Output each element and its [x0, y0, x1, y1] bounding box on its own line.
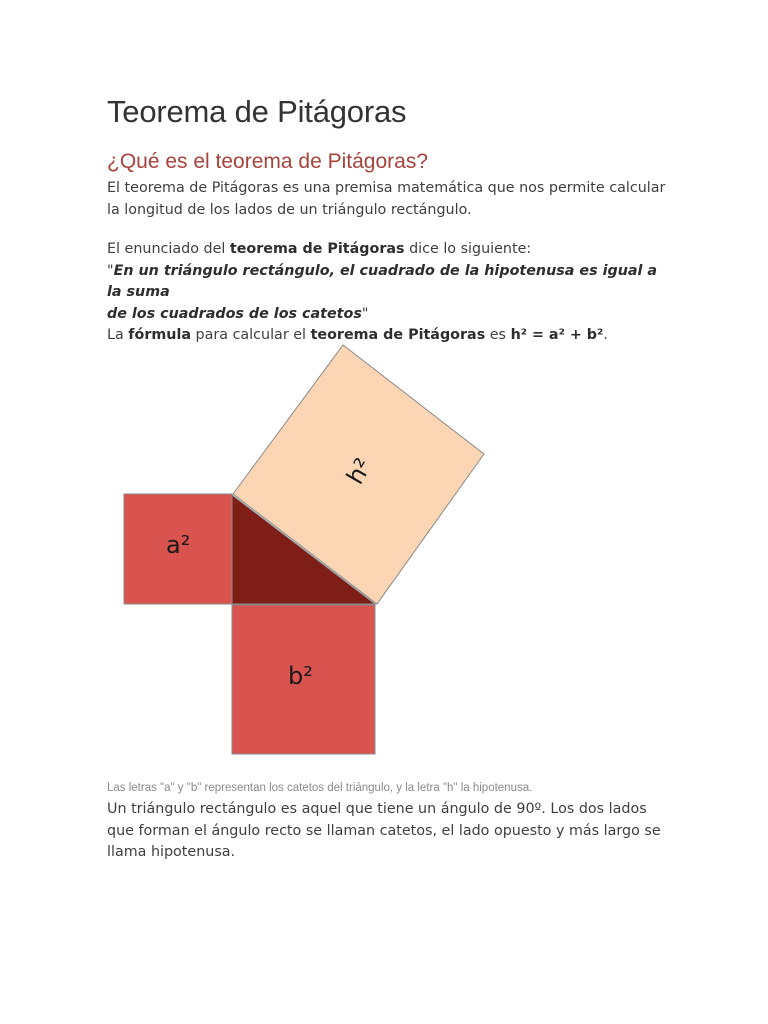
pythagoras-diagram — [110, 335, 500, 760]
quote-line-2: de los cuadrados de los catetos — [107, 305, 362, 322]
page-title: Teorema de Pitágoras — [107, 94, 407, 129]
quote-line-1: En un triángulo rectángulo, el cuadrado de la hipotenusa es igual a la suma — [107, 262, 658, 300]
formula-expression: h² = a² + b² — [510, 327, 604, 343]
statement-paragraph — [107, 239, 667, 347]
figure-caption: Las letras "a" y "b" representan los catetos del triángulo, y la letra "h" la hipotenusa. — [107, 782, 533, 794]
intro-line-2: la longitud de los lados de un triángulo rectángulo. — [107, 201, 472, 218]
explanation-line-1: Un triángulo rectángulo es aquel que tiene un ángulo de 90º. Los dos lados — [107, 801, 647, 817]
label-h: h² — [340, 453, 378, 489]
formula-middle: para calcular el — [191, 327, 311, 343]
statement-suffix: dice lo siguiente: — [404, 241, 532, 257]
quote-close: " — [361, 305, 369, 322]
formula-word: fórmula — [128, 327, 191, 343]
label-b: b² — [288, 662, 313, 690]
statement-prefix: El enunciado del — [107, 241, 230, 257]
explanation-line-2: que forman el ángulo recto se llaman catetos, el lado opuesto y más largo se — [107, 822, 661, 839]
formula-term: teorema de Pitágoras — [310, 327, 486, 343]
formula-es: es — [485, 327, 511, 343]
formula-end: . — [603, 327, 608, 343]
statement-bold-term: teorema de Pitágoras — [229, 241, 405, 257]
intro-line-1: El teorema de Pitágoras es una premisa matemática que nos permite calcular — [107, 180, 666, 196]
quote-open: " — [107, 262, 114, 279]
explanation-line-3: llama hipotenusa. — [107, 844, 236, 860]
formula-prefix: La — [107, 327, 129, 343]
intro-paragraph — [107, 178, 667, 221]
explanation-paragraph — [107, 799, 667, 864]
section-heading: ¿Qué es el teorema de Pitágoras? — [107, 150, 429, 173]
label-a: a² — [166, 531, 191, 559]
